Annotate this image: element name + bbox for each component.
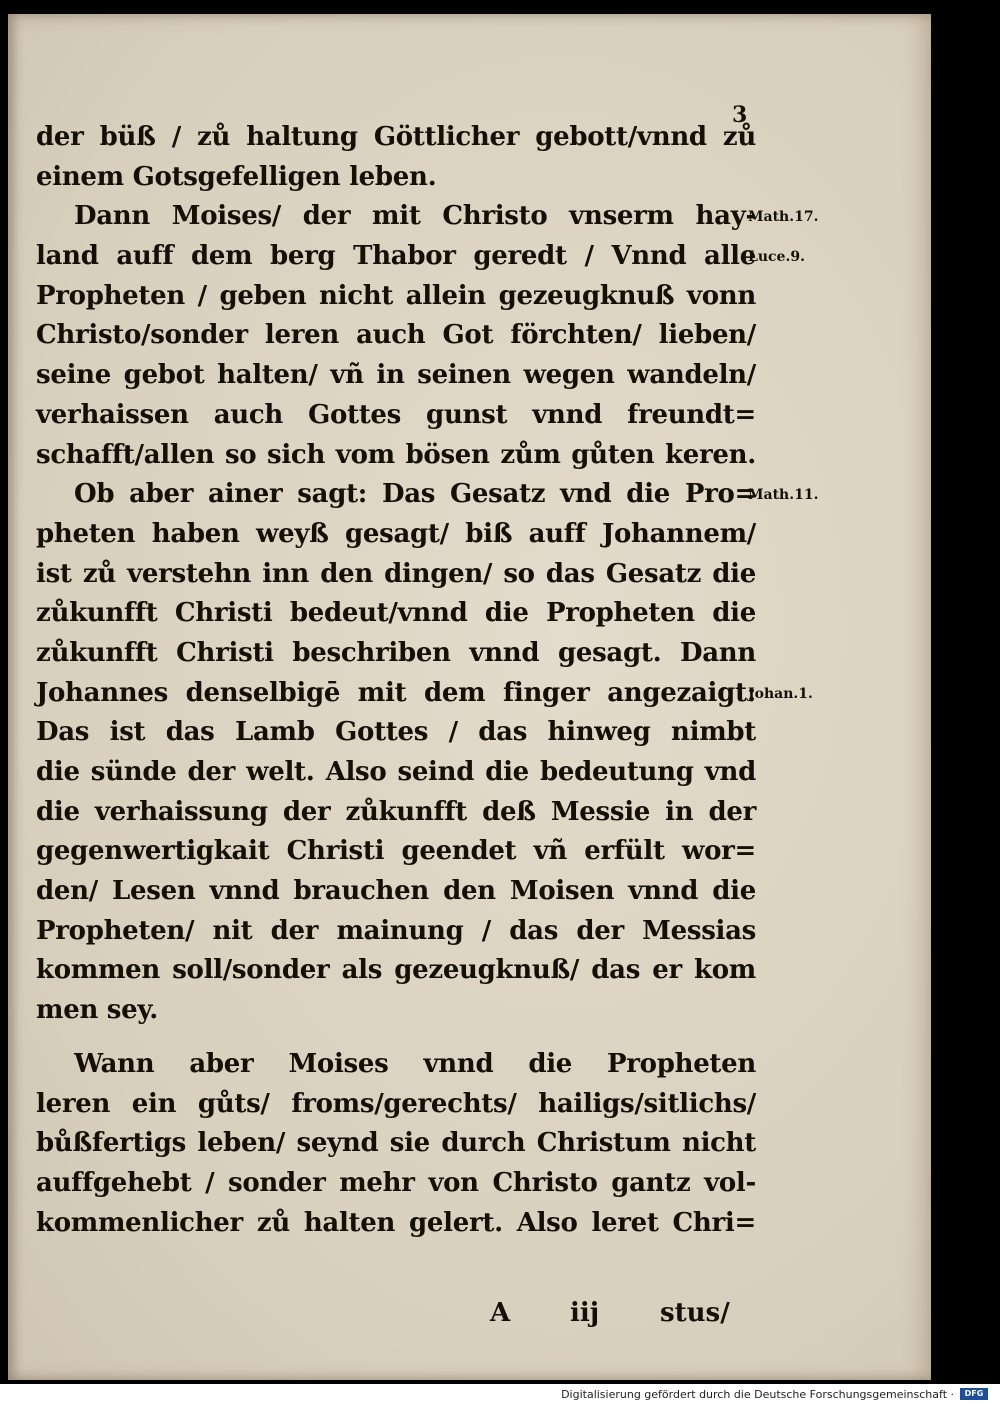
text-line: Propheten / geben nicht allein gezeugknuß vonn [36, 280, 756, 311]
book-page [8, 14, 931, 1380]
margin-note: Math.17. [748, 209, 819, 225]
text-line: Ob aber ainer sagt: Das Gesatz vnd die Pro= [74, 479, 756, 510]
text-line: den/ Lesen vnnd brauchen den Moisen vnnd die [36, 876, 756, 907]
margin-note: Math.11. [748, 487, 819, 503]
catchword: stus/ [660, 1298, 730, 1328]
text-line: zůkunfft Christi beschriben vnnd gesagt. Dann [36, 637, 756, 668]
signature-line [36, 1298, 736, 1338]
text-line: Das ist das Lamb Gottes / das hinweg nimbt [36, 717, 756, 748]
folio-number: 3 [732, 102, 748, 128]
text-line: leren ein gůts/ froms/gerechts/ hailigs/sitlichs/ [36, 1088, 756, 1119]
text-line: die sünde der welt. Also seind die bedeutung vnd [36, 757, 756, 787]
text-line: pheten haben weyß gesagt/ biß auff Johannem/ [36, 518, 756, 549]
signature-mark: A [490, 1298, 511, 1328]
main-text-block [36, 118, 756, 1328]
text-line: ist zů verstehn inn den dingen/ so das Gesatz die [36, 558, 756, 589]
text-line: zůkunfft Christi bedeut/vnnd die Propheten die [36, 598, 756, 629]
text-line: seine gebot halten/ vñ in seinen wegen wandeln/ [36, 360, 756, 391]
text-line: der büß / zů haltung Göttlicher gebott/vnnd zů [36, 122, 756, 152]
text-line: auffgehebt / sonder mehr von Christo gantz vol- [36, 1167, 756, 1198]
text-line: Christo/sonder leren auch Got förchten/ lieben/ [36, 320, 756, 351]
text-line: bůßfertigs leben/ seynd sie durch Christum nicht [36, 1128, 756, 1159]
text-line: einem Gotsgefelligen leben. [36, 161, 437, 192]
signature-number: iij [570, 1298, 600, 1328]
text-line: kommenlicher zů halten gelert. Also leret Chri= [36, 1207, 756, 1238]
footer-bar [0, 1384, 1000, 1404]
text-line: gegenwertigkait Christi geendet vñ erfült wor= [36, 836, 756, 867]
dfg-logo-icon: DFG [960, 1388, 988, 1400]
text-line: Wann aber Moises vnnd die Propheten [74, 1048, 756, 1079]
text-line: Propheten/ nit der mainung / das der Messias [36, 915, 756, 946]
text-line: Dann Moises/ der mit Christo vnserm hay- [74, 201, 756, 232]
text-line: verhaissen auch Gottes gunst vnnd freundt= [36, 399, 756, 430]
margin-note: Luce.9. [748, 249, 805, 265]
text-line: schafft/allen so sich vom bösen zům gůten keren. [36, 439, 756, 470]
funding-notice: Digitalisierung gefördert durch die Deutsche Forschungsgemeinschaft · [561, 1388, 954, 1401]
margin-note: Johan.1. [748, 686, 813, 702]
text-line: land auff dem berg Thabor geredt / Vnnd alle [36, 241, 756, 272]
text-line: kommen soll/sonder als gezeugknuß/ das er kom [36, 955, 756, 986]
text-line: Johannes denselbigē mit dem finger angezaigt: [36, 677, 756, 708]
text-line: men sey. [36, 995, 158, 1026]
text-line: die verhaissung der zůkunfft deß Messie in der [36, 796, 756, 827]
